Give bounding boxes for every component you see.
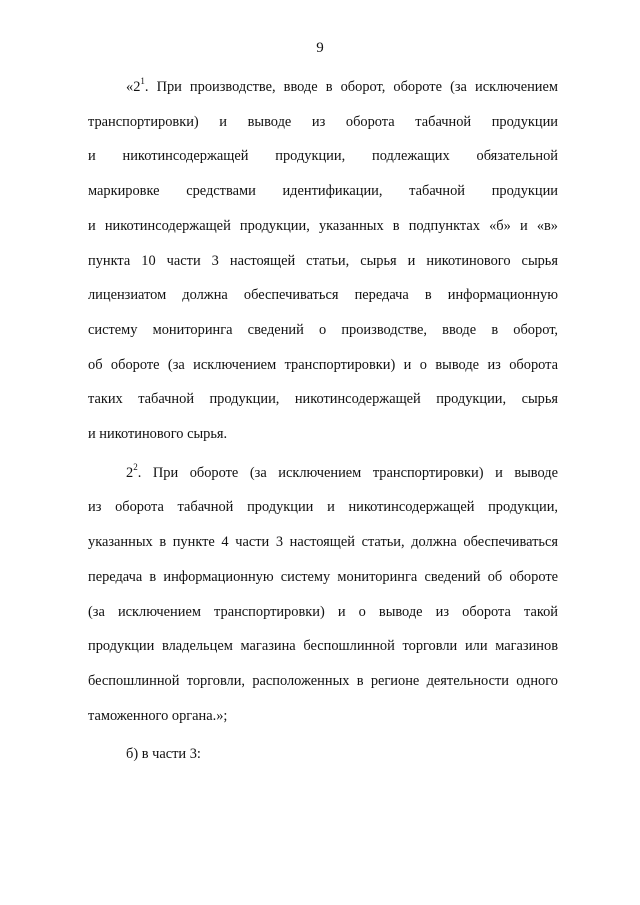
paragraph-2-2	[88, 456, 558, 734]
text-line: б) в части 3:	[126, 746, 201, 763]
text-line: продукции владельцем магазина беспошлинной торговли или магазинов	[88, 638, 558, 655]
document-body	[88, 70, 558, 772]
text-line: таможенного органа.»;	[88, 707, 228, 724]
text-line: (за исключением транспортировки) и о выводе из оборота такой	[88, 603, 558, 620]
text-line: транспортировки) и выводе из оборота табачной продукции	[88, 113, 558, 130]
text-line: передача в информационную систему мониторинга сведений об обороте	[88, 568, 558, 585]
page-number: 9	[316, 40, 324, 56]
text-line: указанных в пункте 4 части 3 настоящей статьи, должна обеспечиваться	[88, 534, 558, 551]
text-line: $2^2$. При обороте (за исключением транспортировки) и выводе	[126, 461, 558, 481]
text-line: лицензиатом должна обеспечиваться передача в информационную	[88, 287, 558, 304]
text-line: систему мониторинга сведений о производстве, вводе в оборот,	[88, 321, 558, 338]
superscript: 1	[140, 76, 145, 87]
text-line: из оборота табачной продукции и никотинсодержащей продукции,	[88, 499, 558, 516]
text-line: и никотинового сырья.	[88, 426, 228, 443]
text-line: маркировке средствами идентификации, табачной продукции	[88, 183, 558, 200]
text-line: и никотинсодержащей продукции, подлежащих обязательной	[88, 148, 558, 165]
paragraph-b-part-3	[88, 737, 558, 772]
text-line: пункта 10 части 3 настоящей статьи, сырья и никотинового сырья	[88, 252, 558, 269]
text-line: и никотинсодержащей продукции, указанных в подпунктах «б» и «в»	[88, 217, 558, 234]
text-line: «$2^1$. При производстве, вводе в оборот, обороте (за исключением	[126, 76, 558, 95]
text-line: таких табачной продукции, никотинсодержащей продукции, сырья	[88, 391, 558, 408]
text-line: об обороте (за исключением транспортировки) и о выводе из оборота	[88, 356, 558, 373]
paragraph-2-1	[88, 70, 558, 452]
text-line: беспошлинной торговли, расположенных в регионе деятельности одного	[88, 672, 558, 689]
superscript: 2	[133, 461, 138, 472]
